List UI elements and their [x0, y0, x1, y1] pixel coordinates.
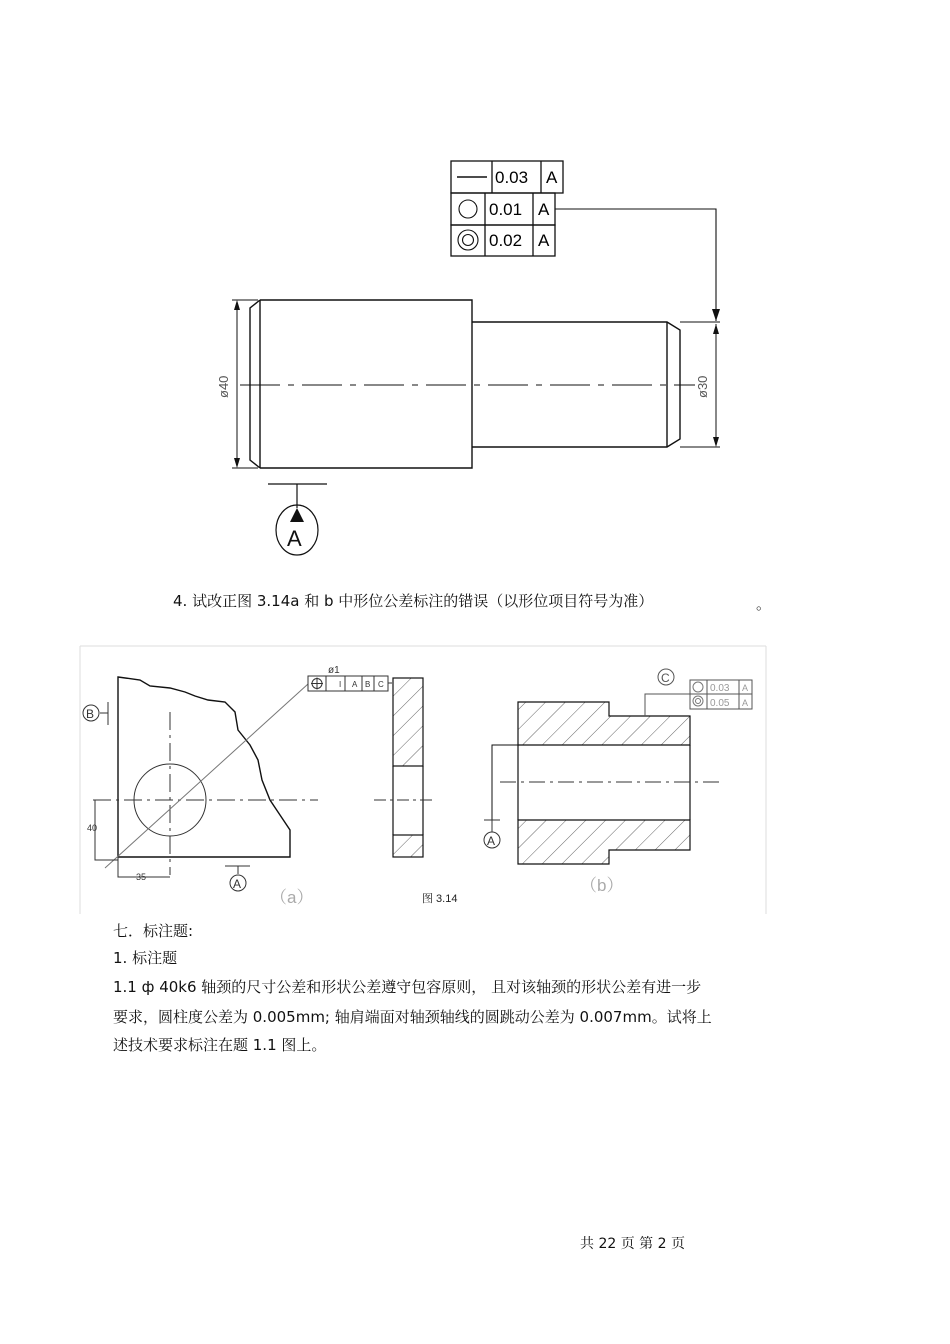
question-4-end: 。	[756, 595, 772, 613]
concentricity-icon	[693, 696, 703, 706]
fcf-a-cell-4: C	[378, 680, 384, 689]
fcf-datum-2: A	[538, 200, 550, 219]
part-b	[492, 702, 720, 864]
leader-arrow	[712, 309, 720, 321]
shaft-outline	[250, 300, 680, 468]
fcf-a-cell-1: I	[339, 680, 342, 689]
datum-b-label: B	[86, 707, 95, 721]
datum-label: A	[287, 526, 302, 551]
figure-caption: 图 3.14	[422, 893, 458, 905]
dim-40: 40	[87, 823, 98, 833]
dimension-left	[232, 300, 258, 468]
figure-3-14	[0, 640, 950, 920]
fcf-datum-1: A	[546, 168, 558, 187]
datum-c-label: C	[661, 671, 670, 685]
leader-a	[105, 684, 308, 868]
fcf-value-1: 0.03	[495, 168, 529, 187]
fcf-b-datum-1: A	[742, 683, 749, 693]
plate-outline-a	[118, 677, 290, 857]
fcf-a-top-label: ø1	[328, 665, 340, 676]
datum-a-label-a: A	[233, 877, 242, 891]
fcf-b-value-1: 0.03	[710, 683, 730, 694]
caption-b: （b）	[580, 876, 624, 895]
datum-a-label-b: A	[487, 834, 496, 848]
leader-line	[555, 209, 716, 321]
dim-left-label: ø40	[216, 375, 231, 398]
page-footer: 共 22 页 第 2 页	[580, 1236, 685, 1252]
circularity-icon	[459, 200, 477, 218]
fcf-value-3: 0.02	[489, 231, 523, 250]
section-7-heading: 七．标注题:	[113, 922, 194, 940]
section-7-line-1: 1.1 ф 40k6 轴颈的尺寸公差和形状公差遵守包容原则， 且对该轴颈的形状公差有进一步	[113, 978, 702, 996]
dim-right-label: ø30	[695, 375, 710, 398]
side-view-a	[374, 678, 432, 857]
section-7-line-2: 要求，圆柱度公差为 0.005mm; 轴肩端面对轴颈轴线的圆跳动公差为 0.007mm。试将上	[113, 1008, 712, 1026]
fcf-b-datum-2: A	[742, 698, 749, 708]
shaft-drawing	[0, 0, 950, 580]
caption-a: （a）	[270, 888, 314, 907]
fcf-b	[645, 680, 752, 716]
section-7-line-3: 述技术要求标注在题 1.1 图上。	[113, 1036, 327, 1054]
fcf-datum-3: A	[538, 231, 550, 250]
circularity-icon	[693, 682, 703, 692]
concentricity-icon	[458, 230, 478, 250]
dim-35: 35	[136, 872, 147, 882]
fcf-a-cell-3: B	[365, 680, 371, 689]
question-4: 4. 试改正图 3.14a 和 b 中形位公差标注的错误（以形位项目符号为准）	[173, 592, 654, 610]
fcf-value-2: 0.01	[489, 200, 523, 219]
fcf-b-value-2: 0.05	[710, 698, 730, 709]
fcf-a-cell-2: A	[352, 680, 358, 689]
section-7-item-1: 1. 标注题	[113, 949, 178, 967]
